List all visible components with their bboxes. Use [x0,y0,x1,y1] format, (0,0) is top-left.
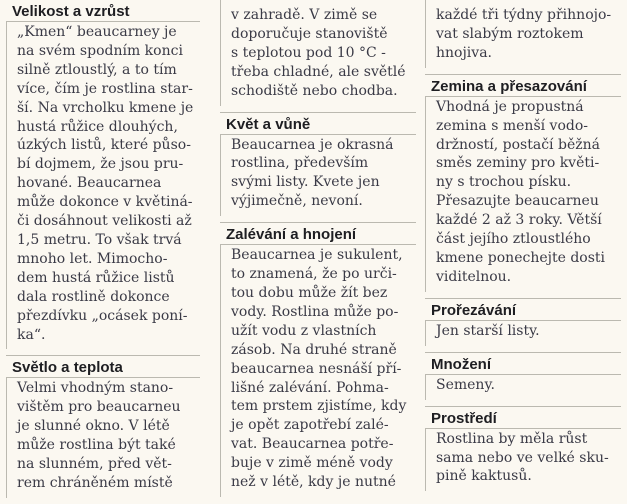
text-line: na slunném, před vět- [17,456,172,473]
text-line: dem hustá růžice listů [17,269,175,286]
text-line: kmene ponechejte dosti [436,249,606,266]
column-2 [220,0,416,503]
text-line: ší. Na vrcholku kmene je [17,99,194,116]
text-line: ny s trochou písku. [436,174,572,191]
text-line: směs zeminy pro květi- [436,155,600,172]
text-line: bí dojmem, že jsou pru- [17,156,184,173]
text-line: vody. Rostlina může po- [231,303,399,320]
text-line: mnoho let. Mimocho- [17,250,168,267]
section-body-zalevani-cont [425,0,621,68]
text-line: buje v zimě méně vody [231,455,393,472]
text-line: na svém spodním konci [17,42,183,59]
section-title-zemina: Zemina a přesazování [425,74,621,96]
text-line: více, čím je rostlina star- [17,80,193,97]
text-line: hustá růžice dlouhých, [17,118,178,135]
text-line: viditelnou. [436,268,512,285]
section-body-zemina [425,96,621,292]
text-line: dala rostlině dokonce [17,288,170,305]
text-line: přezdívku „ocásek poní- [17,307,188,324]
text-line: či dosáhnout velikosti až [17,213,192,230]
text-line: tou dobu může žít bez [231,284,388,301]
section-title-velikost: Velikost a vzrůst [12,3,130,20]
text-line: část jejího ztloustlého [436,231,591,248]
text-line: Beaucarnea je sukulent, [231,247,403,264]
text-line: výjimečně, nevoní. [231,193,363,210]
section-body-svetlo [6,377,200,497]
section-body-velikost [6,21,200,349]
text-line: „Kmen“ beaucarney je [17,24,177,40]
section-title-prorezavani: Prořezávání [425,298,621,320]
section-title-kvet: Květ a vůně [220,112,416,134]
text-line: s teplotou pod 10 °C - [231,44,386,61]
text-line: úzkých listů, které půso- [17,137,191,154]
text-line: schodiště nebo chodba. [231,82,398,99]
text-line: pině kaktusů. [436,468,532,485]
section-body-svetlo-cont [220,0,416,106]
section-body-mnozeni [425,374,621,400]
text-line: držností, postačí běžná [436,136,600,153]
text-line: beaucarnea nesnáší pří- [231,360,402,377]
text-line: každé 2 až 3 roky. Větší [436,212,602,229]
text-line: v zahradě. V zimě se [231,7,378,23]
section-body-prorezavani [425,320,621,346]
text-line: vat slabým roztokem [436,25,584,42]
section-title-mnozeni: Množení [425,352,621,374]
text-line: Beaucarnea je okrasná [231,136,394,153]
text-line: hnojiva. [436,44,492,61]
text-line: ka“. [17,326,46,343]
text-line: může dokonce v květiná- [17,194,193,211]
section-body-zalevani [220,244,416,497]
text-line: rostlina, především [231,155,369,172]
text-line: 1,5 metru. To však trvá [17,231,182,248]
text-line: může rostlina být také [17,437,176,454]
text-line: je slunné okno. V létě [17,418,170,435]
text-line: Velmi vhodným stano- [17,380,174,397]
text-line: hované. Beaucarnea [17,175,162,192]
section-body-kvet [220,134,416,217]
section-body-prostredi [425,428,621,492]
text-line: zásob. Na druhé straně [231,341,397,358]
text-line: Přesazujte beaucarneu [436,193,599,210]
section-title-svetlo: Světlo a teplota [6,355,200,377]
text-line: tem prstem zjistíme, kdy [231,398,407,415]
text-line: užít vodu z vlastních [231,322,377,339]
text-line: lišné zalévání. Pohma- [231,379,389,396]
text-line: sama nebo ve velké sku- [436,449,609,466]
text-line: třeba chladné, ale světlé [231,63,406,80]
text-line: je opět zapotřebí zalé- [231,417,389,434]
text-line: než v létě, kdy je nutné [231,474,396,491]
text-line: Vhodná je propustná [436,98,584,115]
text-line: zemina s menší vodo- [436,117,589,134]
column-3 [425,0,621,497]
text-line: Jen starší listy. [436,322,540,339]
text-line: doporučuje stanoviště [231,25,388,42]
section-title-prostredi: Prostředí [425,406,621,428]
text-line: to znamená, že po urči- [231,266,397,283]
section-title-zalevani: Zalévání a hnojení [220,222,416,244]
text-line: každé tři týdny přihnojo- [436,7,612,23]
column-1 [6,0,200,504]
text-line: Semeny. [436,376,495,393]
text-line: silně ztloustlý, a to tím [17,61,177,78]
text-line: vat. Beaucarnea potře- [231,436,394,453]
text-line: rem chráněném místě [17,474,173,491]
text-line: vištěm pro beaucarneu [17,399,181,416]
text-line: svými listy. Kvete jen [231,174,380,191]
text-line: Rostlina by měla růst [436,430,588,447]
